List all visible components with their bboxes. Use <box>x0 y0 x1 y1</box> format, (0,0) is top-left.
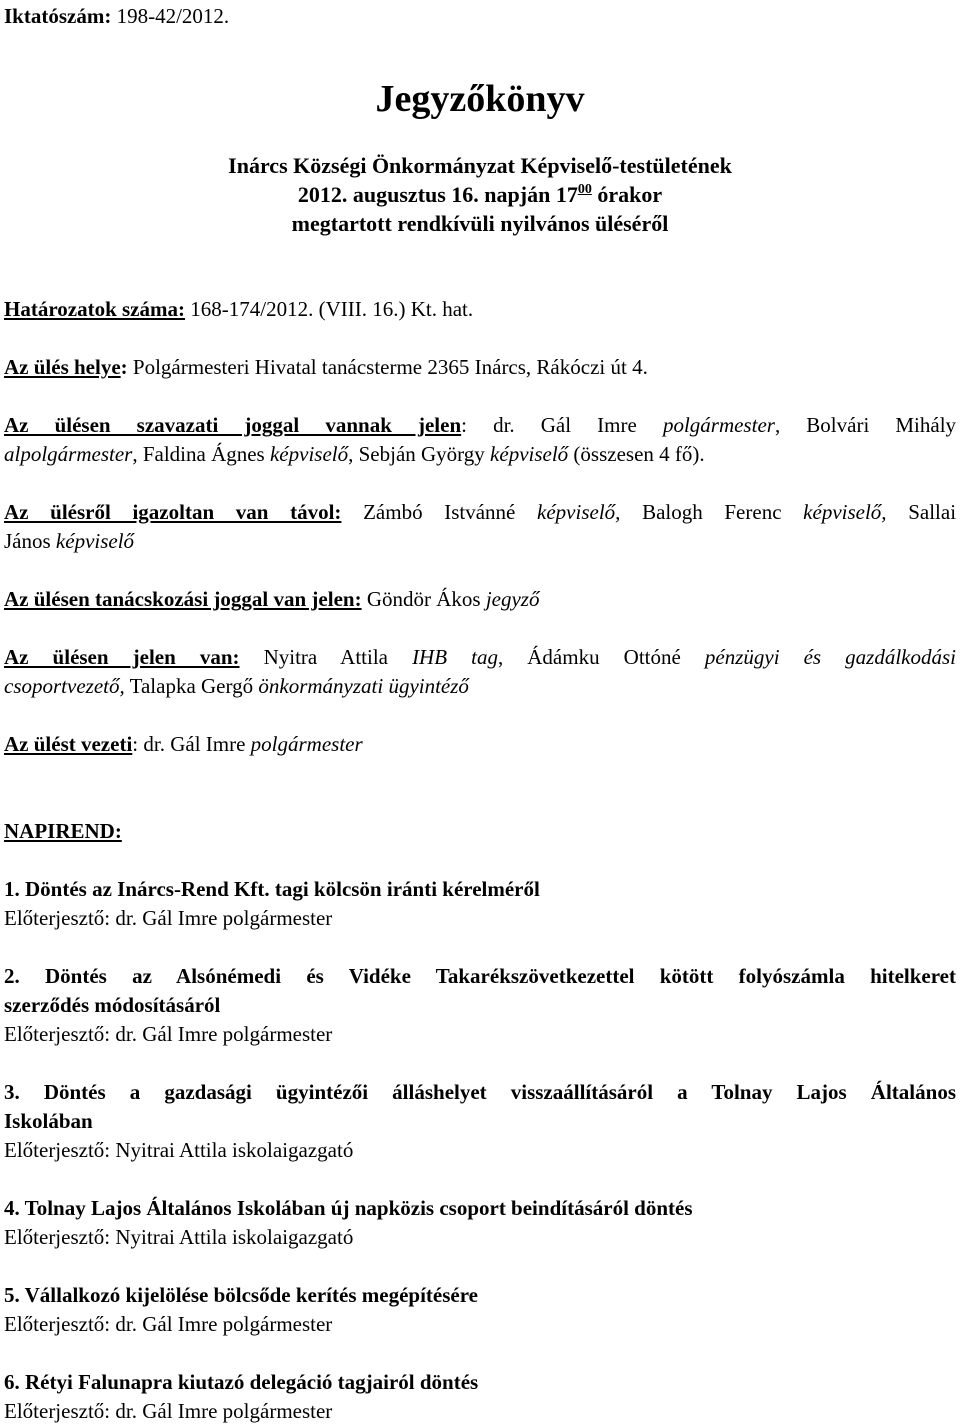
chair-label: Az ülést vezeti <box>4 732 133 756</box>
voting-person-3: , Faldina Ágnes <box>132 442 265 466</box>
voting-total: (összesen 4 fő). <box>573 442 705 466</box>
agenda-item-3-title-2: Iskolában <box>4 1109 93 1133</box>
present-person-1: Nyitra Attila <box>263 645 388 669</box>
agenda-item-2-title-1: 2. Döntés az Alsónémedi és Vidéke Takarékszövetkezettel kötött folyószámla hitelkeret <box>4 964 956 988</box>
agenda-item-6-presenter: Előterjesztő: dr. Gál Imre polgármester <box>4 1399 333 1423</box>
subtitle-line-2 <box>0 180 960 209</box>
chair-colon: : <box>132 732 139 756</box>
present-line-2 <box>4 672 469 701</box>
agenda-item-1-presenter: Előterjesztő: dr. Gál Imre polgármester <box>4 906 333 930</box>
absent-label: Az ülésről igazoltan van távol: <box>4 500 342 524</box>
agenda-heading: NAPIREND: <box>4 819 122 843</box>
agenda-item-6-title: 6. Rétyi Falunapra kiutazó delegáció tagjairól döntés <box>4 1370 479 1394</box>
advisory-label: Az ülésen tanácskozási joggal van jelen: <box>4 587 362 611</box>
voting-role-2: alpolgármester <box>4 442 133 466</box>
absent-person-3b: János <box>4 529 51 553</box>
agenda-item-2-presenter: Előterjesztő: dr. Gál Imre polgármester <box>4 1022 333 1046</box>
venue-label: Az ülés helye <box>4 355 121 379</box>
agenda-item-3-title-1: 3. Döntés a gazdasági ügyintézői álláshelyet visszaállításáról a Tolnay Lajos Általános <box>4 1080 956 1104</box>
present-role-3: önkormányzati ügyintéző <box>258 674 469 698</box>
chair-person: dr. Gál Imre <box>143 732 246 756</box>
venue-value: Polgármesteri Hivatal tanácsterme 2365 Inárcs, Rákóczi út 4. <box>132 355 648 379</box>
absent-line-2 <box>4 527 134 556</box>
subtitle-minutes: 00 <box>577 182 592 197</box>
present-label: Az ülésen jelen van: <box>4 645 240 669</box>
voting-line-1 <box>4 411 956 440</box>
reference-number <box>4 2 229 31</box>
absent-person-2: Balogh Ferenc <box>642 500 782 524</box>
voting-person-1: dr. Gál Imre <box>493 413 637 437</box>
present-person-3: Talapka Gergő <box>129 674 254 698</box>
subtitle-line-3: megtartott rendkívüli nyilvános üléséről <box>291 211 669 236</box>
document-title: Jegyzőkönyv <box>375 78 585 120</box>
agenda-item-4-presenter: Előterjesztő: Nyitrai Attila iskolaigazgató <box>4 1225 354 1249</box>
absent-role-3: képviselő <box>55 529 135 553</box>
agenda-item-4-title: 4. Tolnay Lajos Általános Iskolában új napközis csoport beindításáról döntés <box>4 1196 693 1220</box>
present-role-2: pénzügyi és gazdálkodási <box>704 645 956 669</box>
reference-label: Iktatószám: <box>4 4 112 28</box>
voting-person-2: , Bolvári Mihály <box>774 413 957 437</box>
absent-role-1: képviselő, <box>537 500 621 524</box>
absent-line-1 <box>4 498 956 527</box>
advisory-role: jegyző <box>485 587 540 611</box>
venue-line <box>4 353 648 382</box>
subtitle-time-word: órakor <box>597 182 663 207</box>
agenda-item-1-title: 1. Döntés az Inárcs-Rend Kft. tagi kölcsön iránti kérelméről <box>4 877 540 901</box>
venue-colon: : <box>120 355 128 379</box>
present-person-2: , Ádámku Ottóné <box>497 645 681 669</box>
chair-role: polgármester <box>250 732 363 756</box>
present-role-2b: csoportvezető, <box>4 674 125 698</box>
voting-role-4: képviselő <box>490 442 569 466</box>
absent-role-2: képviselő, <box>803 500 887 524</box>
voting-line-2 <box>4 440 705 469</box>
voting-role-3: képviselő <box>269 442 349 466</box>
advisory-line <box>4 585 539 614</box>
voting-person-4: , Sebján György <box>348 442 485 466</box>
subtitle-date: 2012. augusztus 16. napján 17 <box>297 182 578 207</box>
resolutions-value: 168-174/2012. (VIII. 16.) Kt. hat. <box>190 297 474 321</box>
present-line-1 <box>4 643 956 672</box>
reference-value: 198-42/2012. <box>116 4 230 28</box>
agenda-item-3-presenter: Előterjesztő: Nyitrai Attila iskolaigazgató <box>4 1138 354 1162</box>
voting-label: Az ülésen szavazati joggal vannak jelen <box>4 413 462 437</box>
voting-colon: : <box>461 413 467 437</box>
present-role-1: IHB tag <box>412 645 498 669</box>
agenda-item-5-presenter: Előterjesztő: dr. Gál Imre polgármester <box>4 1312 333 1336</box>
agenda-item-2-title-2: szerződés módosításáról <box>4 993 221 1017</box>
resolutions-line <box>4 295 473 324</box>
advisory-person: Göndör Ákos <box>366 587 481 611</box>
resolutions-label: Határozatok száma: <box>4 297 185 321</box>
absent-person-1: Zámbó Istvánné <box>363 500 516 524</box>
absent-person-3: Sallai <box>908 500 957 524</box>
chair-line <box>4 730 363 759</box>
voting-role-1: polgármester <box>662 413 775 437</box>
subtitle-line-1: Inárcs Községi Önkormányzat Képviselő-testületének <box>228 153 732 178</box>
agenda-item-5-title: 5. Vállalkozó kijelölése bölcsőde kerítés megépítésére <box>4 1283 478 1307</box>
